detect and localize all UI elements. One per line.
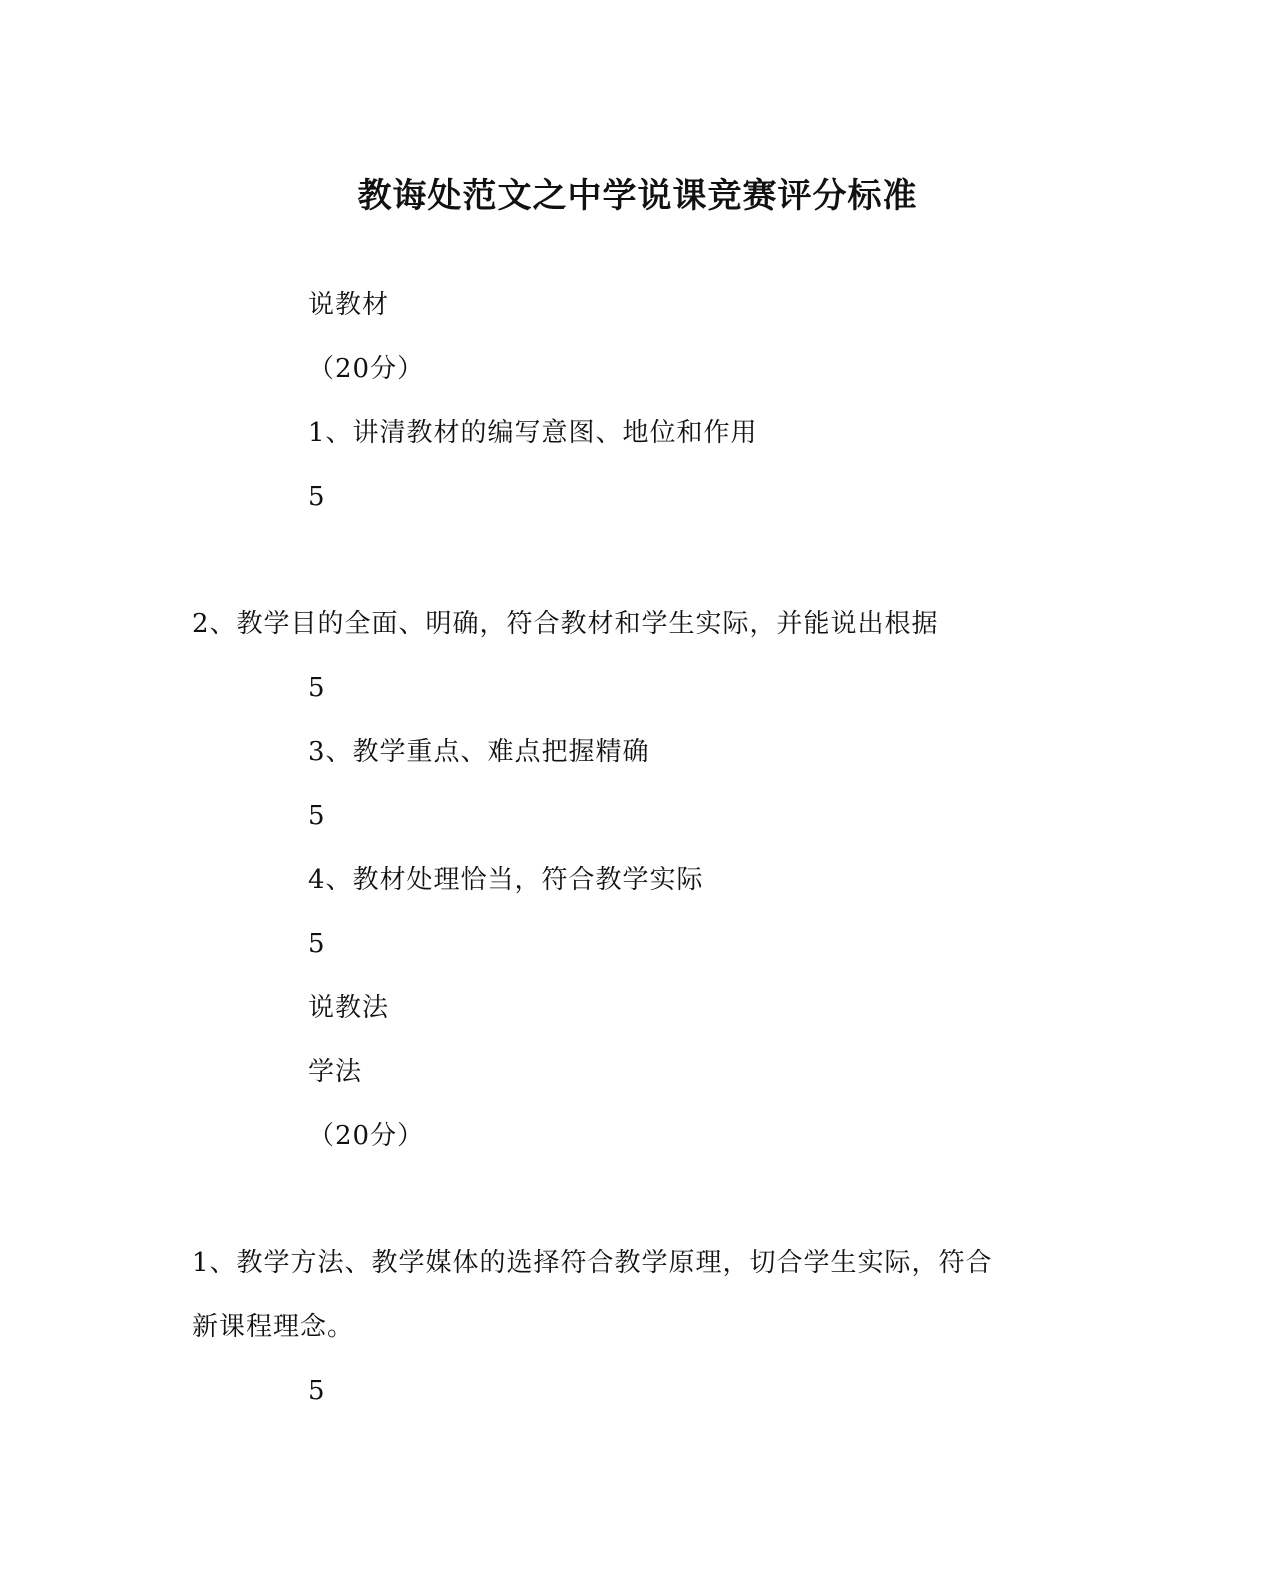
section-heading-learning: 学法 [308,1057,363,1087]
criterion-item: 2、教学目的全面、明确，符合教材和学生实际，并能说出根据 [192,609,939,639]
criterion-score: 5 [308,801,326,831]
criterion-item-continued: 新课程理念。 [192,1312,355,1342]
section-heading-method: 说教法 [308,993,390,1023]
criterion-item: 1、教学方法、教学媒体的选择符合教学原理，切合学生实际，符合 [192,1248,993,1278]
criterion-item: 3、教学重点、难点把握精确 [308,737,650,767]
document-title: 教诲处范文之中学说课竞赛评分标准 [357,176,918,216]
section-heading-textbook: 说教材 [308,290,390,320]
criterion-score: 5 [308,1376,326,1406]
criterion-score: 5 [308,673,326,703]
section-score: （20分） [308,1121,425,1151]
criterion-item: 4、教材处理恰当，符合教学实际 [308,865,704,895]
criterion-item: 1、讲清教材的编写意图、地位和作用 [308,418,758,448]
section-score: （20分） [308,354,425,384]
criterion-score: 5 [308,929,326,959]
criterion-score: 5 [308,482,326,512]
